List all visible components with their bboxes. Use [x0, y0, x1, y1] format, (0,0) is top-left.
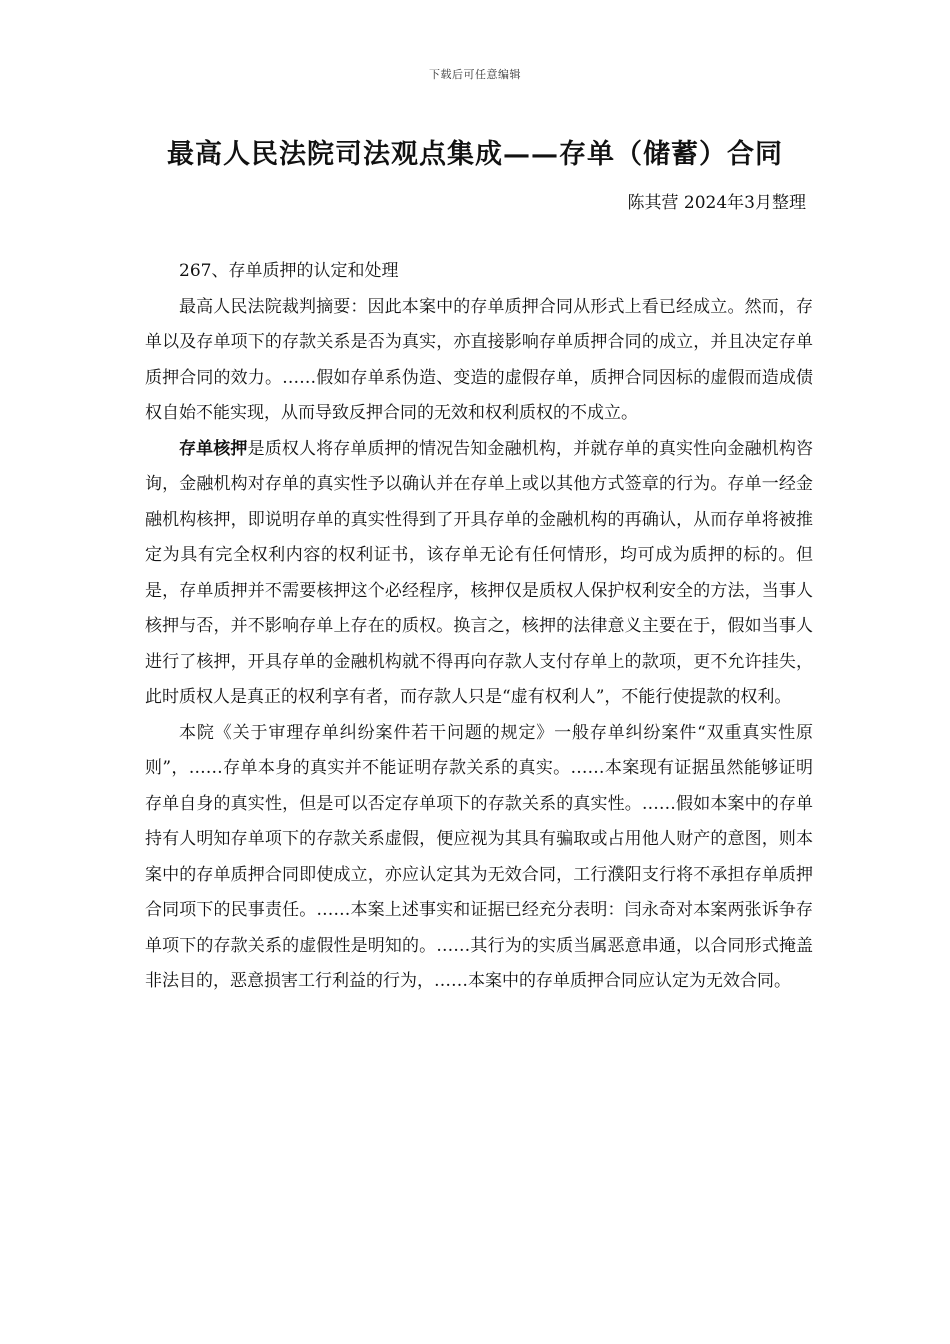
document-body — [145, 254, 813, 1000]
section-heading: 267、存单质押的认定和处理 — [179, 261, 399, 281]
author-line: 陈其营 2024年3月整理 — [627, 193, 806, 213]
document-title: 最高人民法院司法观点集成——存单（储蓄）合同 — [167, 139, 783, 170]
header-note: 下载后可任意编辑 — [429, 68, 521, 81]
paragraph-2 — [145, 432, 813, 716]
paragraph-2-term: 存单核押 — [179, 438, 248, 459]
paragraph-3: 本院《关于审理存单纠纷案件若干问题的规定》一般存单纠纷案件“双重真实性原则”，……存单本身的真实并不能证明存款关系的真实。……本案现有证据虽然能够证明存单自身的真实性，但是可以否定存单项下的存款关系的真实性。……假如本案中的存单持有人明知存单项下的存款关系虚假，便应视为其具有骗取或占用他人财产的意图，则本案中的存单质押合同即使成立，亦应认定其为无效合同，工行濮阳支行将不承担存单质押合同项下的民事责任。……本案上述事实和证据已经充分表明：闫永奇对本案两张诉争存单项下的存款关系的虚假性是明知的。……其行为的实质当属恶意串通，以合同形式掩盖非法目的，恶意损害工行利益的行为，……本案中的存单质押合同应认定为无效合同。 — [145, 722, 813, 991]
paragraph-1: 最高人民法院裁判摘要：因此本案中的存单质押合同从形式上看已经成立。然而，存单以及存单项下的存款关系是否为真实，亦直接影响存单质押合同的成立，并且决定存单质押合同的效力。……假如存单系伪造、变造的虚假存单，质押合同因标的虚假而造成债权自始不能实现，从而导致反押合同的无效和权利质权的不成立。 — [145, 296, 813, 423]
paragraph-2-text: 是质权人将存单质押的情况告知金融机构，并就存单的真实性向金融机构咨询，金融机构对存单的真实性予以确认并在存单上或以其他方式签章的行为。存单一经金融机构核押，即说明存单的真实性得到了开具存单的金融机构的再确认，从而存单将被推定为具有完全权利内容的权利证书，该存单无论有任何情形，均可成为质押的标的。但是，存单质押并不需要核押这个必经程序，核押仅是质权人保护权利安全的方法，当事人核押与否，并不影响存单上存在的质权。换言之，核押的法律意义主要在于，假如当事人进行了核押，开具存单的金融机构就不得再向存款人支付存单上的款项，更不允许挂失，此时质权人是真正的权利享有者，而存款人只是“虚有权利人”，不能行使提款的权利。 — [145, 438, 814, 707]
